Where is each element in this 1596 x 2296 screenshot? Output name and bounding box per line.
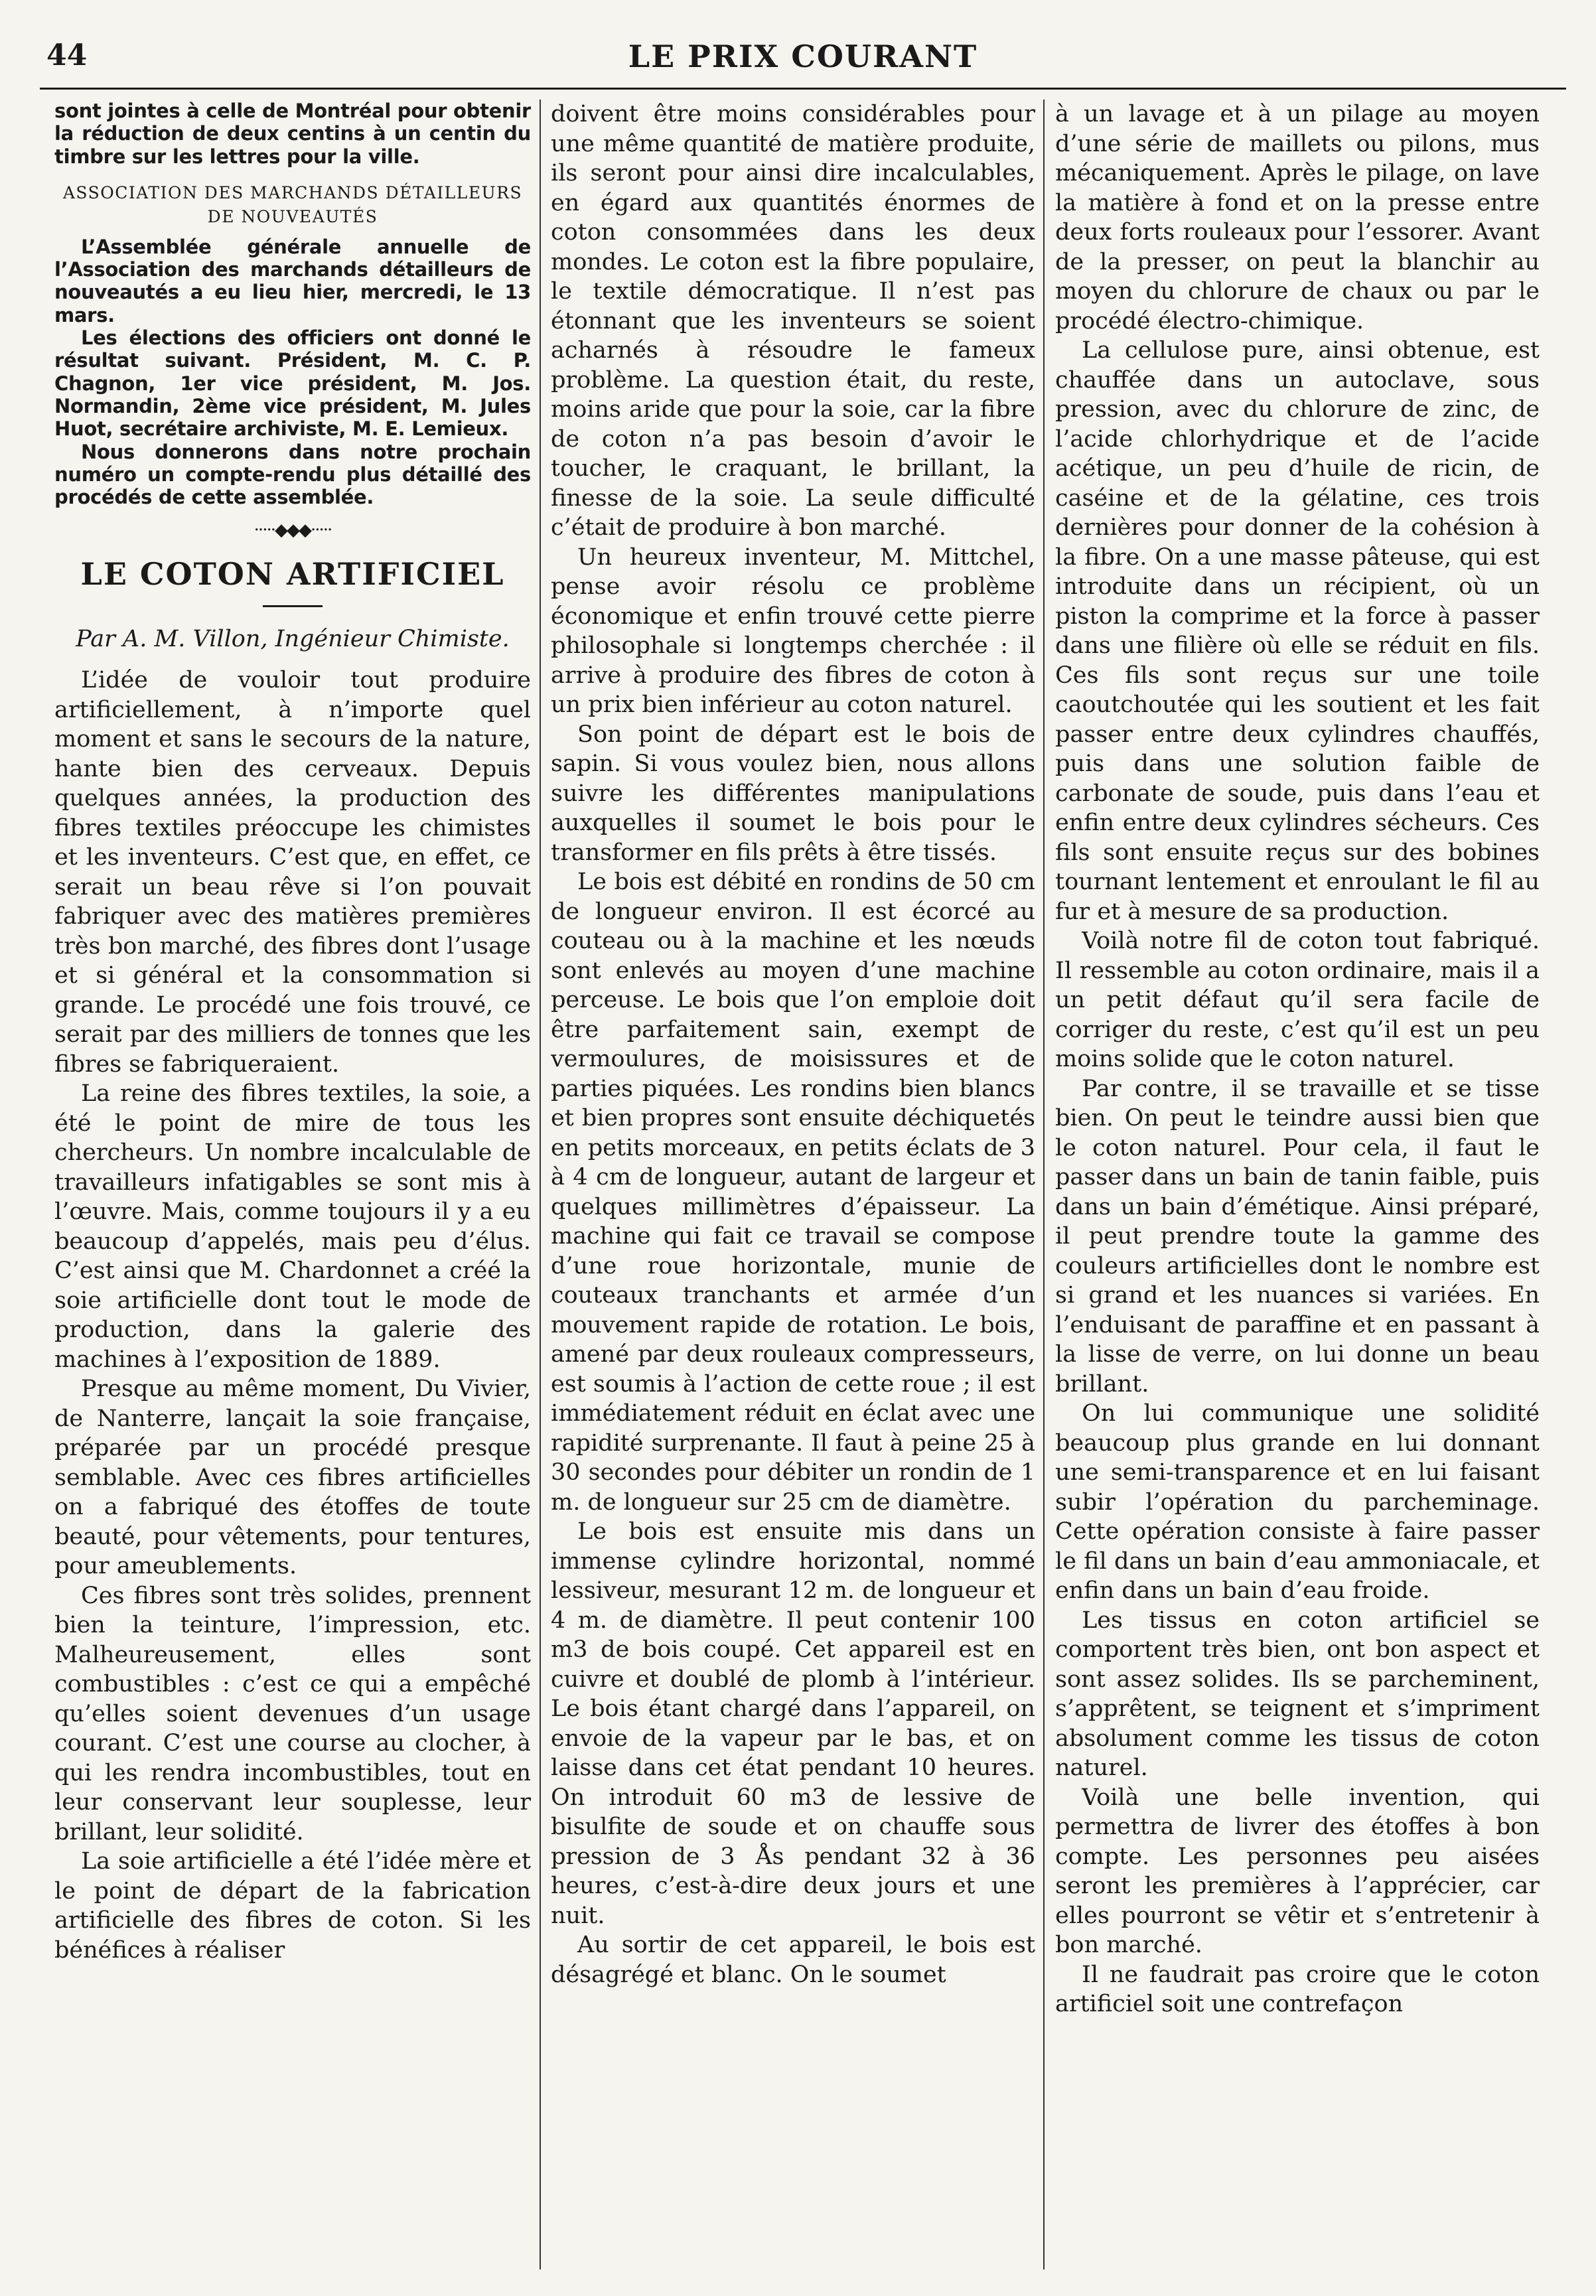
article-paragraph: Voilà une belle invention, qui permettra de livrer des étoffes à bon compte. Les personnes peu aisées seront les premières à l’apprécier, car elles pourront se vêtir et s’entretenir à bon marché. bbox=[1055, 1784, 1540, 1958]
journal-title: LE PRIX COURANT bbox=[628, 38, 978, 74]
article-paragraph: Voilà notre fil de coton tout fabriqué. Il ressemble au coton ordinaire, mais il a un petit défaut qu’il sera facile de corriger du reste, c’est qu’il est un peu moins solide que le coton naturel. bbox=[1055, 928, 1540, 1072]
news-paragraph: Nous donnerons dans notre prochain numéro un compte-rendu plus détaillé des procédés de cette assemblée. bbox=[54, 440, 531, 509]
news-paragraph: L’Assemblée générale annuelle de l’Association des marchands détailleurs de nouveautés a eu lieu hier, mercredi, le 13 mars. bbox=[54, 235, 531, 326]
article-paragraph: doivent être moins considérables pour une même quantité de matière produite, ils seront pour ainsi dire incalculables, en égard aux quantités énormes de coton consommées dans les deux mondes. Le coton est la fibre populaire, le textile démocratique. Il n’est pas étonnant que les inventeurs se soient acharnés à résoudre le fameux problème. La question était, du reste, moins aride que pour la soie, car la fibre de coton n’a pas besoin d’avoir le toucher, le craquant, le brillant, la finesse de la soie. La seule difficulté c’était de produire à bon marché. bbox=[551, 101, 1035, 541]
article-paragraph: à un lavage et à un pilage au moyen d’une série de maillets ou pilons, mus mécaniquement. Après le pilage, on lave la matière à fond et on la presse entre deux forts rouleaux pour l’essorer. Avant de la presser, on peut la blanchir au moyen du chlorure de chaux ou par le procédé électro-chimique. bbox=[1055, 101, 1540, 334]
news-paragraph: Les élections des officiers ont donné le résultat suivant. Président, M. C. P. Chagnon, 1er vice président, M. Jos. Normandin, 2ème vice président, M. Jules Huot, secrétaire archiviste, M. E. Lemieux. bbox=[54, 326, 531, 441]
article-paragraph: Un heureux inventeur, M. Mittchel, pense avoir résolu ce problème économique et enfin trouvé cette pierre philosophale si longtemps cherchée : il arrive à produire des fibres de coton à un prix bien inférieur au coton naturel. bbox=[551, 543, 1035, 718]
article-paragraph: Il ne faudrait pas croire que le coton artificiel soit une contrefaçon bbox=[1055, 1961, 1540, 2017]
article-paragraph: Par contre, il se travaille et se tisse bien. On peut le teindre aussi bien que le coton naturel. Pour cela, il faut le passer dans un bain de tanin faible, puis dans un bain d’émétique. Ainsi préparé, il peut prendre toute la gamme des couleurs artificielles dont le nombre est si grand et les nuances si variées. En l’enduisant de paraffine et en passant à la lisse de verre, on lui donne un beau brillant. bbox=[1055, 1075, 1540, 1398]
column-3 bbox=[1055, 100, 1540, 2276]
article-paragraph: Au sortir de cet appareil, le bois est désagrégé et blanc. On le soumet bbox=[551, 1932, 1035, 1988]
column-1 bbox=[54, 100, 531, 2276]
ornament-divider: ·····◆◆◆····· bbox=[254, 520, 332, 541]
article-paragraph: Le bois est ensuite mis dans un immense cylindre horizontal, nommé lessiveur, mesurant 12 m. de longueur et 4 m. de diamètre. Il peut contenir 100 m3 de bois coupé. Cet appareil est en cuivre et doublé de plomb à l’intérieur. Le bois étant chargé dans l’appareil, on envoie de la vapeur par le bas, et on laisse dans cet état pendant 10 heures. On introduit 60 m3 de lessive de bisulfite de soude et on chauffe sous pression de 3 Ås pendant 32 à 36 heures, c’est-à-dire deux jours et une nuit. bbox=[551, 1518, 1035, 1929]
news-paragraph: sont jointes à celle de Montréal pour obtenir la réduction de deux centins à un centin du timbre sur les lettres pour la ville. bbox=[54, 100, 531, 168]
header-rule bbox=[40, 88, 1566, 90]
title-rule bbox=[263, 605, 323, 607]
article-paragraph: Ces fibres sont très solides, prennent bien la teinture, l’impression, etc. Malheureusement, elles sont combustibles : c’est ce qui a empêché qu’elles soient devenues d’un usage courant. C’est une course au clocher, à qui les rendra incombustibles, tout en leur conservant leur souplesse, leur brillant, leur solidité. bbox=[54, 1582, 531, 1845]
page-number: 44 bbox=[46, 38, 88, 72]
article-paragraph: Presque au même moment, Du Vivier, de Nanterre, lançait la soie française, préparée par un procédé presque semblable. Avec ces fibres artificielles on a fabriqué des étoffes de toute beauté, pour vêtements, pour tentures, pour ameublements. bbox=[54, 1376, 531, 1580]
article-paragraph: On lui communique une solidité beaucoup plus grande en lui donnant une semi-transparence et en lui faisant subir l’opération du parcheminage. Cette opération consiste à faire passer le fil dans un bain d’eau ammoniacale, et enfin dans un bain d’eau froide. bbox=[1055, 1400, 1540, 1604]
article-paragraph: La reine des fibres textiles, la soie, a été le point de mire de tous les chercheurs. Un nombre incalculable de travailleurs infatigables se sont mis à l’œuvre. Mais, comme toujours il y a eu beaucoup d’appelés, mais peu d’élus. C’est ainsi que M. Chardonnet a créé la soie artificielle dont tout le mode de production, dans la galerie des machines à l’exposition de 1889. bbox=[54, 1080, 531, 1373]
section-heading: ASSOCIATION DES MARCHANDS DÉTAILLEURS DE NOUVEAUTÉS bbox=[62, 182, 523, 226]
article-paragraph: Le bois est débité en rondins de 50 cm de longueur environ. Il est écorcé au couteau ou à la machine et les nœuds sont enlevés au moyen d’une machine perceuse. Le bois que l’on emploie doit être parfaitement sain, exempt de vermoulures, de moisissures et de parties piquées. Les rondins bien blancs et bien propres sont ensuite déchiquetés en petits morceaux, en petits éclats de 3 à 4 cm de longueur, autant de largeur et quelques millimètres d’épaisseur. La machine qui fait ce travail se compose d’une roue horizontale, munie de couteaux tranchants et armée d’un mouvement rapide de rotation. Le bois, amené par deux rouleaux compresseurs, est soumis à l’action de cette roue ; il est immédiatement réduit en éclat avec une rapidité surprenante. Il faut à peine 25 à 30 secondes pour débiter un rondin de 1 m. de longueur sur 25 cm de diamètre. bbox=[551, 869, 1035, 1516]
article-paragraph: Son point de départ est le bois de sapin. Si vous voulez bien, nous allons suivre les différentes manipulations auxquelles il soumet le bois pour le transformer en fils prêts à être tissés. bbox=[551, 721, 1035, 866]
article-paragraph: L’idée de vouloir tout produire artificiellement, à n’importe quel moment et sans le secours de la nature, hante bien des cerveaux. Depuis quelques années, la production des fibres textiles préoccupe les chimistes et les inventeurs. C’est que, en effet, ce serait un beau rêve si l’on pouvait fabriquer avec des matières premières très bon marché, des fibres dont l’usage et si général et la consommation si grande. Le procédé une fois trouvé, ce serait par des milliers de tonnes que les fibres se fabriqueraient. bbox=[54, 667, 531, 1078]
byline: Par A. M. Villon, Ingénieur Chimiste. bbox=[76, 626, 510, 653]
column-divider bbox=[1043, 100, 1045, 2269]
article-paragraph: La soie artificielle a été l’idée mère et le point de départ de la fabrication artificielle des fibres de coton. Si les bénéfices à réaliser bbox=[54, 1848, 531, 1964]
page-header bbox=[40, 38, 1566, 80]
article-paragraph: Les tissus en coton artificiel se comportent très bien, ont bon aspect et sont assez solides. Ils se parcheminent, s’apprêtent, se teignent et s’impriment absolument comme les tissus de coton naturel. bbox=[1055, 1607, 1540, 1781]
column-divider bbox=[540, 100, 541, 2269]
article-title: LE COTON ARTIFICIEL bbox=[80, 556, 505, 593]
article-paragraph: La cellulose pure, ainsi obtenue, est chauffée dans un autoclave, sous pression, avec du chlorure de zinc, de l’acide chlorhydrique et de l’acide acétique, un peu d’huile de ricin, de caséine et de la gélatine, ces trois dernières pour donner de la cohésion à la fibre. On a une masse pâteuse, qui est introduite dans un récipient, où un piston la comprime et la force à passer dans une filière où elle se réduit en fils. Ces fils sont reçus sur une toile caoutchoutée qui les soutient et les fait passer entre deux cylindres chauffés, puis dans une solution faible de carbonate de soude, puis dans l’eau et enfin entre deux cylindres sécheurs. Ces fils sont ensuite reçus sur des bobines tournant lentement et enroulant le fil au fur et à mesure de sa production. bbox=[1055, 337, 1540, 925]
column-2 bbox=[551, 100, 1035, 2276]
